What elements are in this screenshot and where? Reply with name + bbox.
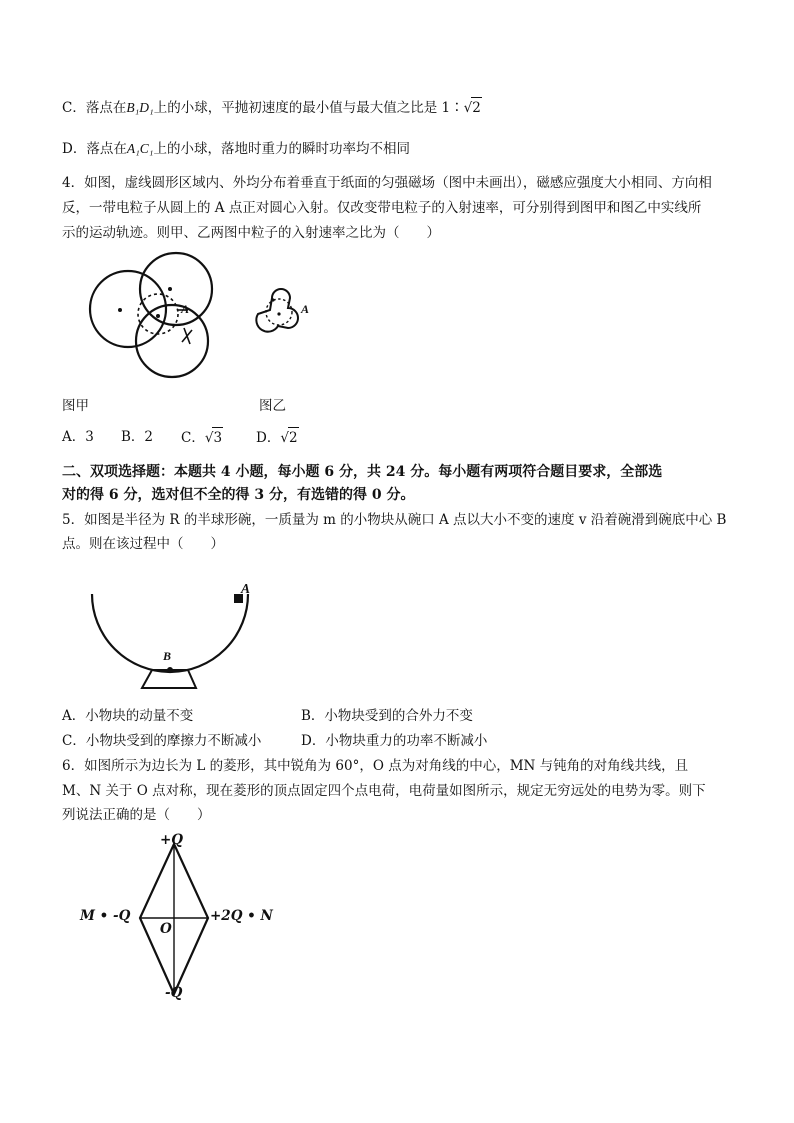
rhombus-label-o: O	[160, 921, 172, 937]
figure-yi-caption: 图乙	[259, 398, 286, 414]
q3-option-c: C．落点在B₁D₁上的小球，平抛初速度的最小值与最大值之比是 1∶√2	[62, 97, 482, 118]
bowl-label-b: B	[163, 649, 172, 663]
rhombus-diagram	[130, 836, 220, 1006]
q4-stem-line1: 4．如图，虚线圆形区域内、外均分布着垂直于纸面的匀强磁场（图中未画出），磁感应强度大小相同、方向相	[62, 175, 712, 191]
q4-option-c: C．√3	[181, 427, 223, 448]
q5-option-b: B．小物块受到的合外力不变	[301, 708, 473, 724]
q4-stem-line3: 示的运动轨迹。则甲、乙两图中粒子的入射速率之比为（ ）	[62, 225, 440, 241]
q4-stem-line2: 反，一带电粒子从圆上的 A 点正对圆心入射。仅改变带电粒子的入射速率，可分别得到图甲和图乙中实线所	[62, 200, 702, 216]
q5-stem-line2: 点。则在该过程中（ ）	[62, 536, 224, 552]
q4-option-b: B．2	[121, 429, 154, 445]
q6-stem-line3: 列说法正确的是（ ）	[62, 807, 211, 823]
q5-option-a: A．小物块的动量不变	[62, 708, 194, 724]
bowl-label-a: A	[241, 581, 251, 596]
figure-yi-label-a: A	[301, 302, 310, 316]
q6-stem-line2: M、N 关于 O 点对称，现在菱形的顶点固定四个点电荷，电荷量如图所示，规定无穷远处的电势为零。则下	[62, 783, 706, 799]
q4-option-a: A．3	[62, 429, 94, 445]
rhombus-label-right: +2Q • N	[210, 908, 273, 924]
q3-option-d: D．落点在A₁C₁上的小球，落地时重力的瞬时功率均不相同	[62, 141, 410, 157]
bowl-diagram	[84, 580, 264, 698]
figure-jia-caption: 图甲	[62, 398, 89, 414]
figure-yi-diagram	[242, 278, 322, 348]
q6-stem-line1: 6．如图所示为边长为 L 的菱形，其中锐角为 60°，O 点为对角线的中心，MN 与钝角的对角线共线，且	[62, 758, 689, 774]
q4-option-d: D．√2	[256, 427, 299, 448]
section2-header-line2: 对的得 6 分，选对但不全的得 3 分，有选错的得 0 分。	[62, 487, 415, 503]
rhombus-label-left: M • -Q	[80, 908, 131, 924]
q5-option-c: C．小物块受到的摩擦力不断减小	[62, 733, 262, 749]
figure-jia-label-a: A	[181, 302, 190, 316]
section2-header-line1: 二、双项选择题：本题共 4 小题，每小题 6 分，共 24 分。每小题有两项符合题目要求，全部选	[62, 464, 663, 480]
figure-jia-diagram	[80, 244, 220, 384]
q5-option-d: D．小物块重力的功率不断减小	[301, 733, 488, 749]
rhombus-label-bottom: -Q	[165, 985, 183, 1001]
q5-stem-line1: 5．如图是半径为 R 的半球形碗，一质量为 m 的小物块从碗口 A 点以大小不变的速度 v 沿着碗滑到碗底中心 B	[62, 512, 727, 528]
rhombus-label-top: +Q	[160, 832, 184, 848]
